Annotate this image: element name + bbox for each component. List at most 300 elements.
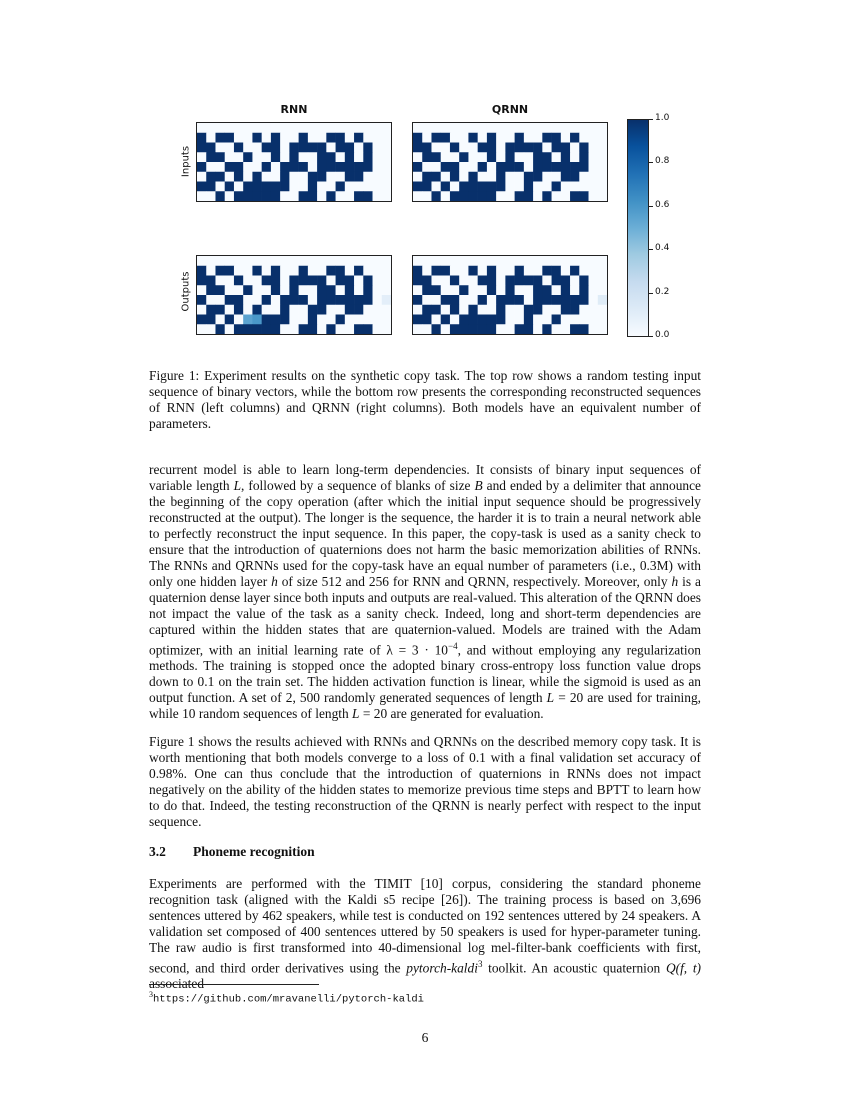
heatmap-cell — [252, 276, 262, 286]
heatmap-cell — [262, 285, 272, 295]
heatmap-cell — [289, 152, 299, 162]
heatmap-cell — [262, 123, 272, 133]
heatmap-cell — [431, 295, 441, 305]
heatmap-cell — [478, 315, 488, 325]
heatmap-cell — [252, 295, 262, 305]
heatmap-cell — [496, 315, 506, 325]
heatmap-cell — [345, 143, 355, 153]
heatmap-cell — [243, 276, 253, 286]
math-expr: λ = 3 · 10 — [386, 642, 448, 658]
heatmap-cell — [533, 162, 543, 172]
heatmap-cell — [542, 162, 552, 172]
heatmap-cell — [243, 315, 253, 325]
inputs-row-label: Inputs — [180, 145, 192, 178]
heatmap-cell — [542, 324, 552, 334]
heatmap-cell — [533, 191, 543, 201]
heatmap-cell — [579, 152, 589, 162]
heatmap-cell — [552, 172, 562, 182]
heatmap-cell — [441, 295, 451, 305]
heatmap-cell — [280, 143, 290, 153]
heatmap-cell — [505, 162, 515, 172]
heatmap-cell — [234, 191, 244, 201]
caption-text: Experiment results on the synthetic copy task. The top row shows a random testing input sequence of binary vectors, while the bottom row presents the corresponding reconstructed sequences of RNN (left columns) and QRNN (right columns). Both models have an equivalent number of parameters. — [149, 368, 701, 431]
heatmap-cell — [422, 143, 432, 153]
colorbar-tick-label: 0.6 — [655, 200, 670, 210]
heatmap-cell — [252, 123, 262, 133]
heatmap-cell — [552, 133, 562, 143]
heatmap-cell — [354, 295, 364, 305]
heatmap-cell — [345, 266, 355, 276]
heatmap-cell — [280, 305, 290, 315]
heatmap-cell — [280, 123, 290, 133]
heatmap-cell — [561, 285, 571, 295]
heatmap-cell — [373, 152, 383, 162]
heatmap-cell — [478, 182, 488, 192]
heatmap-cell — [598, 266, 607, 276]
heatmap-cell — [252, 305, 262, 315]
heatmap-cell — [215, 266, 225, 276]
heatmap-cell — [431, 315, 441, 325]
heatmap-cell — [552, 123, 562, 133]
heatmap-cell — [345, 305, 355, 315]
heatmap-cell — [336, 285, 346, 295]
heatmap-cell — [487, 172, 497, 182]
heatmap-cell — [308, 276, 318, 286]
heatmap-cell — [308, 295, 318, 305]
heatmap-cell — [271, 276, 281, 286]
heatmap-cell — [215, 133, 225, 143]
text-run: Experiments are performed with the TIMIT [10] corpus, considering the standard phoneme recognition task (aligned with the Kaldi s5 recipe [26]). The training process is based on 3,696 sentences uttered by 462 speakers, while test is conducted on 192 sentences uttered by 24 speakers. A validation set composed of 400 sentences uttered by 50 speakers is used for hyper-parameter tuning. The raw audio is first transformed into 40-dimensional log mel-filter-bank coefficients with first, second, and third order derivatives using the — [149, 876, 701, 976]
rnn-inputs-grid — [197, 123, 391, 201]
heatmap-cell — [524, 162, 534, 172]
heatmap-cell — [271, 191, 281, 201]
heatmap-cell — [326, 315, 336, 325]
rnn-outputs-heatmap — [196, 255, 392, 335]
heatmap-cell — [598, 285, 607, 295]
heatmap-cell — [468, 172, 478, 182]
heatmap-cell — [206, 285, 216, 295]
heatmap-cell — [271, 266, 281, 276]
heatmap-cell — [271, 324, 281, 334]
heatmap-cell — [382, 295, 391, 305]
text-run: and ended by a delimiter that announce the beginning of the copy operation (after which the initial input sequence should be progressively reconstructed at the output). The longer is the sequence, the harder it is to train a neural network able to perfectly reconstruct the input sequence. In this paper, the copy-task is used as a sanity check to ensure that the introduction of quaternions does not harm the basic memorization abilities of RNNs. The RNNs and QRNNs used for the copy-task have an equal number of parameters (i.e., 0.3M) with only one hidden layer — [149, 478, 701, 589]
math-expr: Q(f, t) — [665, 960, 701, 976]
heatmap-cell — [243, 191, 253, 201]
heatmap-cell — [570, 256, 580, 266]
heatmap-cell — [234, 285, 244, 295]
heatmap-cell — [533, 182, 543, 192]
heatmap-cell — [552, 266, 562, 276]
heatmap-cell — [487, 191, 497, 201]
heatmap-cell — [524, 295, 534, 305]
heatmap-cell — [308, 143, 318, 153]
heatmap-cell — [363, 266, 373, 276]
heatmap-cell — [197, 266, 207, 276]
heatmap-cell — [441, 285, 451, 295]
text-run: associated — [149, 976, 205, 992]
heatmap-cell — [206, 191, 216, 201]
heatmap-cell — [206, 305, 216, 315]
heatmap-cell — [542, 123, 552, 133]
heatmap-cell — [524, 123, 534, 133]
heatmap-cell — [262, 133, 272, 143]
heatmap-cell — [206, 324, 216, 334]
heatmap-cell — [598, 324, 607, 334]
heatmap-cell — [271, 305, 281, 315]
heatmap-cell — [468, 295, 478, 305]
rnn-inputs-heatmap — [196, 122, 392, 202]
heatmap-cell — [589, 143, 599, 153]
heatmap-cell — [561, 256, 571, 266]
heatmap-cell — [413, 123, 423, 133]
heatmap-cell — [197, 256, 207, 266]
heatmap-cell — [533, 305, 543, 315]
heatmap-cell — [289, 295, 299, 305]
heatmap-cell — [289, 182, 299, 192]
heatmap-cell — [317, 191, 327, 201]
heatmap-cell — [450, 276, 460, 286]
heatmap-cell — [326, 276, 336, 286]
heatmap-cell — [225, 256, 235, 266]
heatmap-cell — [496, 276, 506, 286]
heatmap-cell — [589, 315, 599, 325]
heatmap-cell — [542, 133, 552, 143]
heatmap-cell — [345, 152, 355, 162]
heatmap-cell — [561, 191, 571, 201]
heatmap-cell — [561, 133, 571, 143]
heatmap-cell — [382, 324, 391, 334]
heatmap-cell — [579, 295, 589, 305]
heatmap-cell — [542, 315, 552, 325]
heatmap-cell — [441, 324, 451, 334]
heatmap-cell — [478, 143, 488, 153]
heatmap-cell — [271, 256, 281, 266]
heatmap-cell — [354, 191, 364, 201]
heatmap-cell — [598, 305, 607, 315]
heatmap-cell — [570, 266, 580, 276]
heatmap-cell — [459, 276, 469, 286]
heatmap-cell — [299, 123, 309, 133]
heatmap-cell — [299, 324, 309, 334]
heatmap-cell — [336, 182, 346, 192]
heatmap-cell — [373, 266, 383, 276]
heatmap-cell — [533, 324, 543, 334]
colorbar-tick-label: 0.8 — [655, 156, 670, 166]
heatmap-cell — [431, 133, 441, 143]
heatmap-cell — [431, 305, 441, 315]
heatmap-cell — [496, 123, 506, 133]
heatmap-cell — [413, 266, 423, 276]
heatmap-cell — [542, 256, 552, 266]
heatmap-cell — [243, 182, 253, 192]
heatmap-cell — [234, 152, 244, 162]
heatmap-cell — [589, 285, 599, 295]
heatmap-cell — [598, 152, 607, 162]
heatmap-cell — [234, 162, 244, 172]
heatmap-cell — [280, 172, 290, 182]
heatmap-cell — [579, 162, 589, 172]
heatmap-cell — [336, 266, 346, 276]
heatmap-cell — [552, 305, 562, 315]
heatmap-cell — [354, 285, 364, 295]
heatmap-cell — [431, 152, 441, 162]
heatmap-cell — [289, 191, 299, 201]
heatmap-cell — [441, 191, 451, 201]
text-run: toolkit. An acoustic quaternion — [482, 960, 666, 976]
heatmap-cell — [487, 315, 497, 325]
heatmap-cell — [450, 256, 460, 266]
heatmap-cell — [478, 276, 488, 286]
heatmap-cell — [308, 182, 318, 192]
heatmap-cell — [326, 182, 336, 192]
heatmap-cell — [561, 152, 571, 162]
heatmap-cell — [271, 182, 281, 192]
heatmap-cell — [468, 266, 478, 276]
heatmap-cell — [505, 133, 515, 143]
heatmap-cell — [579, 276, 589, 286]
heatmap-cell — [496, 143, 506, 153]
heatmap-cell — [431, 285, 441, 295]
heatmap-cell — [413, 191, 423, 201]
heatmap-cell — [422, 324, 432, 334]
heatmap-cell — [382, 143, 391, 153]
heatmap-cell — [299, 191, 309, 201]
heatmap-cell — [505, 266, 515, 276]
heatmap-cell — [533, 276, 543, 286]
heatmap-cell — [561, 315, 571, 325]
heatmap-cell — [441, 123, 451, 133]
heatmap-cell — [459, 315, 469, 325]
heatmap-cell — [450, 182, 460, 192]
heatmap-cell — [441, 172, 451, 182]
heatmap-cell — [280, 152, 290, 162]
heatmap-cell — [243, 172, 253, 182]
heatmap-cell — [441, 305, 451, 315]
heatmap-cell — [487, 152, 497, 162]
heatmap-cell — [515, 295, 525, 305]
heatmap-cell — [413, 143, 423, 153]
heatmap-cell — [354, 123, 364, 133]
heatmap-cell — [413, 305, 423, 315]
heatmap-cell — [215, 295, 225, 305]
heatmap-cell — [422, 285, 432, 295]
math-var: L — [546, 690, 555, 706]
heatmap-cell — [197, 305, 207, 315]
heatmap-cell — [505, 123, 515, 133]
heatmap-cell — [450, 152, 460, 162]
heatmap-cell — [243, 143, 253, 153]
heatmap-cell — [478, 133, 488, 143]
heatmap-cell — [515, 266, 525, 276]
footnote-link[interactable]: https://github.com/mravanelli/pytorch-kaldi — [153, 993, 424, 1006]
heatmap-cell — [215, 276, 225, 286]
heatmap-cell — [317, 295, 327, 305]
heatmap-cell — [215, 285, 225, 295]
heatmap-cell — [336, 276, 346, 286]
heatmap-cell — [345, 295, 355, 305]
heatmap-cell — [542, 172, 552, 182]
heatmap-cell — [299, 172, 309, 182]
heatmap-cell — [197, 295, 207, 305]
heatmap-cell — [206, 266, 216, 276]
heatmap-cell — [234, 324, 244, 334]
heatmap-cell — [262, 143, 272, 153]
heatmap-cell — [487, 266, 497, 276]
heatmap-cell — [552, 191, 562, 201]
heatmap-cell — [317, 162, 327, 172]
heatmap-cell — [524, 256, 534, 266]
heatmap-cell — [422, 152, 432, 162]
heatmap-cell — [496, 295, 506, 305]
math-var: L — [352, 706, 360, 722]
colorbar — [627, 119, 649, 337]
heatmap-cell — [234, 305, 244, 315]
heatmap-cell — [271, 133, 281, 143]
qrnn-outputs-grid — [413, 256, 607, 334]
text-run: = 20 are used for training, while 10 random sequences of length — [149, 690, 701, 722]
heatmap-cell — [382, 256, 391, 266]
heatmap-cell — [431, 143, 441, 153]
heatmap-cell — [487, 295, 497, 305]
heatmap-cell — [262, 256, 272, 266]
outputs-row-label: Outputs — [180, 271, 192, 312]
heatmap-cell — [441, 152, 451, 162]
heatmap-cell — [487, 305, 497, 315]
heatmap-cell — [289, 266, 299, 276]
heatmap-cell — [552, 276, 562, 286]
heatmap-cell — [505, 305, 515, 315]
heatmap-cell — [234, 295, 244, 305]
heatmap-cell — [326, 162, 336, 172]
qrnn-outputs-heatmap — [412, 255, 608, 335]
heatmap-cell — [533, 123, 543, 133]
heatmap-cell — [515, 182, 525, 192]
heatmap-cell — [579, 256, 589, 266]
heatmap-cell — [215, 172, 225, 182]
heatmap-cell — [326, 285, 336, 295]
heatmap-cell — [354, 266, 364, 276]
paragraph-copy-task — [149, 462, 701, 722]
heatmap-cell — [487, 143, 497, 153]
text-run: of size 512 and 256 for RNN and QRNN, respectively. Moreover, only — [277, 574, 672, 589]
heatmap-cell — [478, 266, 488, 276]
heatmap-cell — [515, 123, 525, 133]
heatmap-cell — [487, 182, 497, 192]
heatmap-cell — [280, 285, 290, 295]
heatmap-cell — [197, 285, 207, 295]
heatmap-cell — [542, 143, 552, 153]
heatmap-cell — [326, 324, 336, 334]
heatmap-cell — [336, 133, 346, 143]
heatmap-cell — [382, 133, 391, 143]
heatmap-cell — [450, 315, 460, 325]
heatmap-cell — [354, 152, 364, 162]
heatmap-cell — [561, 276, 571, 286]
heatmap-cell — [234, 182, 244, 192]
math-var: h — [671, 574, 679, 589]
heatmap-cell — [505, 256, 515, 266]
heatmap-cell — [570, 315, 580, 325]
heatmap-cell — [225, 143, 235, 153]
heatmap-cell — [225, 305, 235, 315]
heatmap-cell — [336, 295, 346, 305]
heatmap-cell — [299, 276, 309, 286]
heatmap-cell — [243, 152, 253, 162]
heatmap-cell — [373, 182, 383, 192]
math-exponent: −4 — [448, 641, 458, 651]
heatmap-cell — [542, 266, 552, 276]
heatmap-cell — [542, 191, 552, 201]
heatmap-cell — [459, 324, 469, 334]
heatmap-cell — [422, 276, 432, 286]
heatmap-cell — [326, 256, 336, 266]
heatmap-cell — [561, 172, 571, 182]
heatmap-cell — [317, 266, 327, 276]
heatmap-cell — [561, 295, 571, 305]
heatmap-cell — [459, 162, 469, 172]
heatmap-cell — [354, 256, 364, 266]
heatmap-cell — [589, 172, 599, 182]
heatmap-cell — [326, 133, 336, 143]
heatmap-cell — [234, 133, 244, 143]
heatmap-cell — [468, 285, 478, 295]
heatmap-cell — [308, 191, 318, 201]
heatmap-cell — [289, 133, 299, 143]
heatmap-cell — [262, 266, 272, 276]
heatmap-cell — [252, 266, 262, 276]
heatmap-cell — [487, 162, 497, 172]
heatmap-cell — [496, 162, 506, 172]
heatmap-cell — [215, 305, 225, 315]
heatmap-cell — [345, 191, 355, 201]
heatmap-cell — [431, 162, 441, 172]
heatmap-cell — [225, 295, 235, 305]
heatmap-cell — [363, 276, 373, 286]
paragraph-phoneme — [149, 876, 701, 992]
heatmap-cell — [533, 285, 543, 295]
heatmap-cell — [317, 182, 327, 192]
caption-label: Figure 1: — [149, 368, 200, 383]
heatmap-cell — [524, 324, 534, 334]
heatmap-cell — [363, 315, 373, 325]
heatmap-cell — [468, 162, 478, 172]
heatmap-cell — [450, 295, 460, 305]
heatmap-cell — [515, 305, 525, 315]
heatmap-cell — [326, 305, 336, 315]
heatmap-cell — [336, 315, 346, 325]
heatmap-cell — [317, 285, 327, 295]
heatmap-cell — [354, 305, 364, 315]
heatmap-cell — [206, 152, 216, 162]
heatmap-cell — [252, 152, 262, 162]
heatmap-cell — [533, 133, 543, 143]
heatmap-cell — [552, 143, 562, 153]
heatmap-cell — [234, 172, 244, 182]
heatmap-cell — [478, 295, 488, 305]
heatmap-cell — [197, 143, 207, 153]
text-run: is a quaternion dense layer since both inputs and outputs are real-valued. This alteration of the QRNN does not impact the value of the task as a sanity check. Indeed, long and short-term dependencies are captured within the hidden states that are quaternion-valued. Models are trained with the Adam optimizer, with an initial learning rate of — [149, 574, 701, 658]
heatmap-cell — [382, 191, 391, 201]
heatmap-cell — [570, 285, 580, 295]
heatmap-cell — [373, 285, 383, 295]
colorbar-tick-label: 0.2 — [655, 287, 670, 297]
heatmap-cell — [382, 266, 391, 276]
heatmap-cell — [354, 143, 364, 153]
heatmap-cell — [363, 324, 373, 334]
heatmap-cell — [336, 152, 346, 162]
heatmap-cell — [496, 133, 506, 143]
heatmap-cell — [496, 152, 506, 162]
